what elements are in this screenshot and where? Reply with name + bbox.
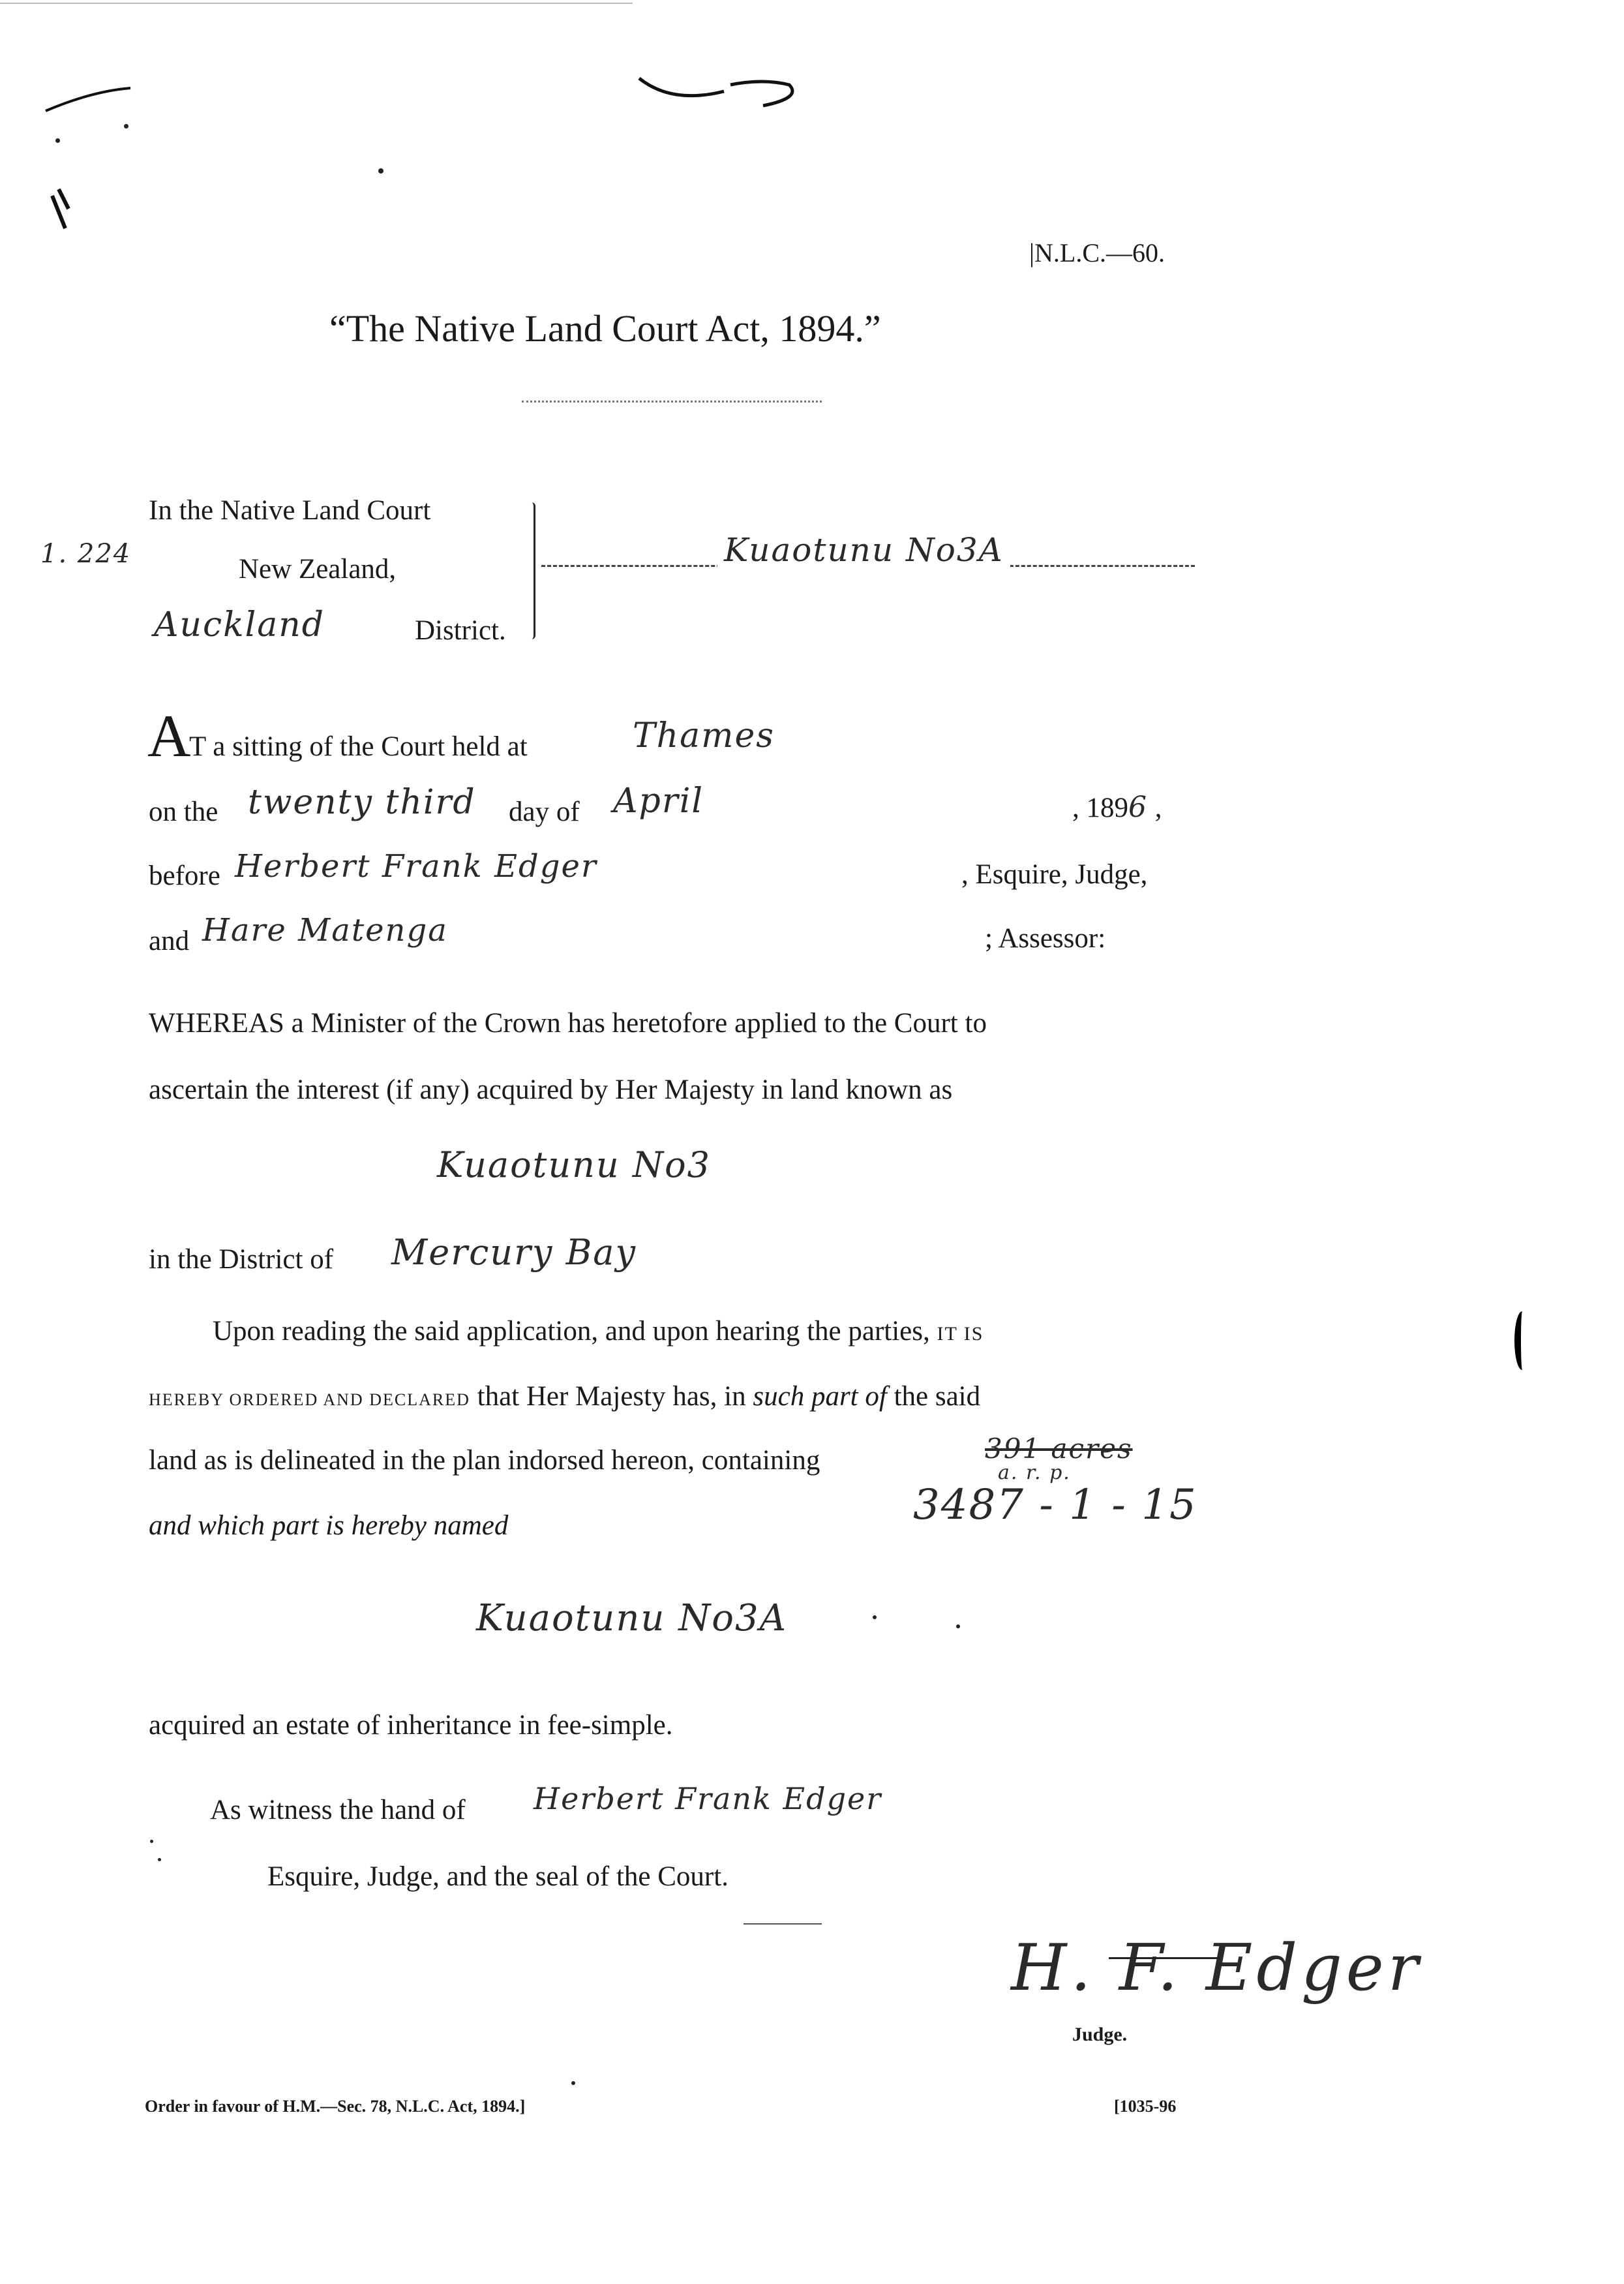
scan-speck xyxy=(956,1624,960,1628)
year-comma: , xyxy=(1148,793,1162,823)
sitting-month: April xyxy=(613,782,704,821)
title-rule xyxy=(522,401,822,403)
sitting-year xyxy=(1072,791,1162,824)
struck-area: 391 acres xyxy=(985,1433,1133,1465)
scan-speck xyxy=(873,1615,877,1619)
witness-line-2: Esquire, Judge, and the seal of the Court. xyxy=(267,1861,729,1892)
scan-speck xyxy=(55,138,60,143)
assessor-label: ; Assessor: xyxy=(985,923,1106,954)
act-title: “The Native Land Court Act, 1894.” xyxy=(329,307,881,350)
sitting-day: twenty third xyxy=(248,783,476,822)
year-prefix: , 189 xyxy=(1072,793,1128,823)
court-brace xyxy=(527,502,535,639)
corner-scribble-mark xyxy=(39,78,143,235)
sitting-line-1: T a sitting of the Court held at xyxy=(189,731,528,762)
day-of-label: day of xyxy=(509,797,580,827)
footer-right: [1035-96 xyxy=(1114,2097,1177,2116)
order-line-2-italic: such part of xyxy=(753,1381,887,1412)
on-the-label: on the xyxy=(149,797,218,827)
order-line-1-text: Upon reading the said application, and upon hearing the parties, xyxy=(213,1316,930,1347)
judge-signature: H. F. Edger xyxy=(1011,1931,1422,2005)
scan-speck xyxy=(378,168,383,174)
land-name-handwritten: Kuaotunu No3 xyxy=(437,1144,711,1185)
district-handwritten: Mercury Bay xyxy=(391,1232,637,1273)
order-line-1 xyxy=(213,1315,984,1347)
sitting-judge: Herbert Frank Edger xyxy=(235,848,597,885)
signature-underline xyxy=(1109,1957,1220,1959)
area-handwritten: 3487 - 1 - 15 xyxy=(913,1481,1197,1529)
and-label: and xyxy=(149,926,190,956)
area-units-note: a. r. p. xyxy=(998,1461,1071,1484)
form-number-bracket: | xyxy=(1029,238,1035,267)
order-line-2-a: that Her Majesty has, in xyxy=(477,1381,746,1412)
form-number: |N.L.C.—60. xyxy=(1029,238,1165,267)
scan-speck xyxy=(124,124,128,129)
district-of-label: in the District of xyxy=(149,1244,334,1275)
sitting-place: Thames xyxy=(633,716,775,755)
year-handwritten: 6 xyxy=(1128,791,1148,824)
seal-mark xyxy=(744,1923,822,1925)
scan-speck xyxy=(150,1840,153,1843)
scan-speck xyxy=(571,2081,575,2085)
top-edge-line xyxy=(0,3,633,4)
margin-note: 1. 224 xyxy=(40,539,132,569)
court-line-2: New Zealand, xyxy=(239,554,397,585)
right-edge-mark xyxy=(1514,1311,1530,1370)
top-scribble-mark xyxy=(633,65,802,111)
court-district-handwritten: Auckland xyxy=(154,605,325,645)
court-line-1: In the Native Land Court xyxy=(149,495,431,526)
witness-name-handwritten: Herbert Frank Edger xyxy=(534,1781,882,1816)
order-line-3: land as is delineated in the plan indorsed hereon, containing xyxy=(149,1445,820,1476)
whereas-line-2: ascertain the interest (if any) acquired by Her Majesty in land known as xyxy=(149,1074,953,1105)
it-is-label: IT IS xyxy=(937,1323,984,1345)
scan-speck xyxy=(158,1858,161,1861)
court-district-label: District. xyxy=(415,615,506,646)
drop-cap: A xyxy=(147,703,191,769)
order-line-5: acquired an estate of inheritance in fee-simple. xyxy=(149,1710,673,1741)
esquire-judge-label: , Esquire, Judge, xyxy=(961,859,1148,890)
order-line-2-b: the said xyxy=(894,1381,981,1412)
footer-left: Order in favour of H.M.—Sec. 78, N.L.C. Act, 1894.] xyxy=(145,2097,526,2116)
witness-line-1: As witness the hand of xyxy=(210,1795,466,1825)
order-line-4: and which part is hereby named xyxy=(149,1510,509,1541)
judge-label: Judge. xyxy=(1072,2024,1128,2045)
before-label: before xyxy=(149,860,220,891)
order-line-2 xyxy=(149,1380,980,1412)
named-handwritten: Kuaotunu No3A xyxy=(476,1597,788,1639)
hereby-ordered-label: HEREBY ORDERED AND DECLARED xyxy=(149,1390,470,1409)
sitting-assessor: Hare Matenga xyxy=(202,912,448,949)
block-name-handwritten: Kuaotunu No3A xyxy=(717,531,1010,569)
whereas-line-1: WHEREAS a Minister of the Crown has heretofore applied to the Court to xyxy=(149,1008,987,1039)
